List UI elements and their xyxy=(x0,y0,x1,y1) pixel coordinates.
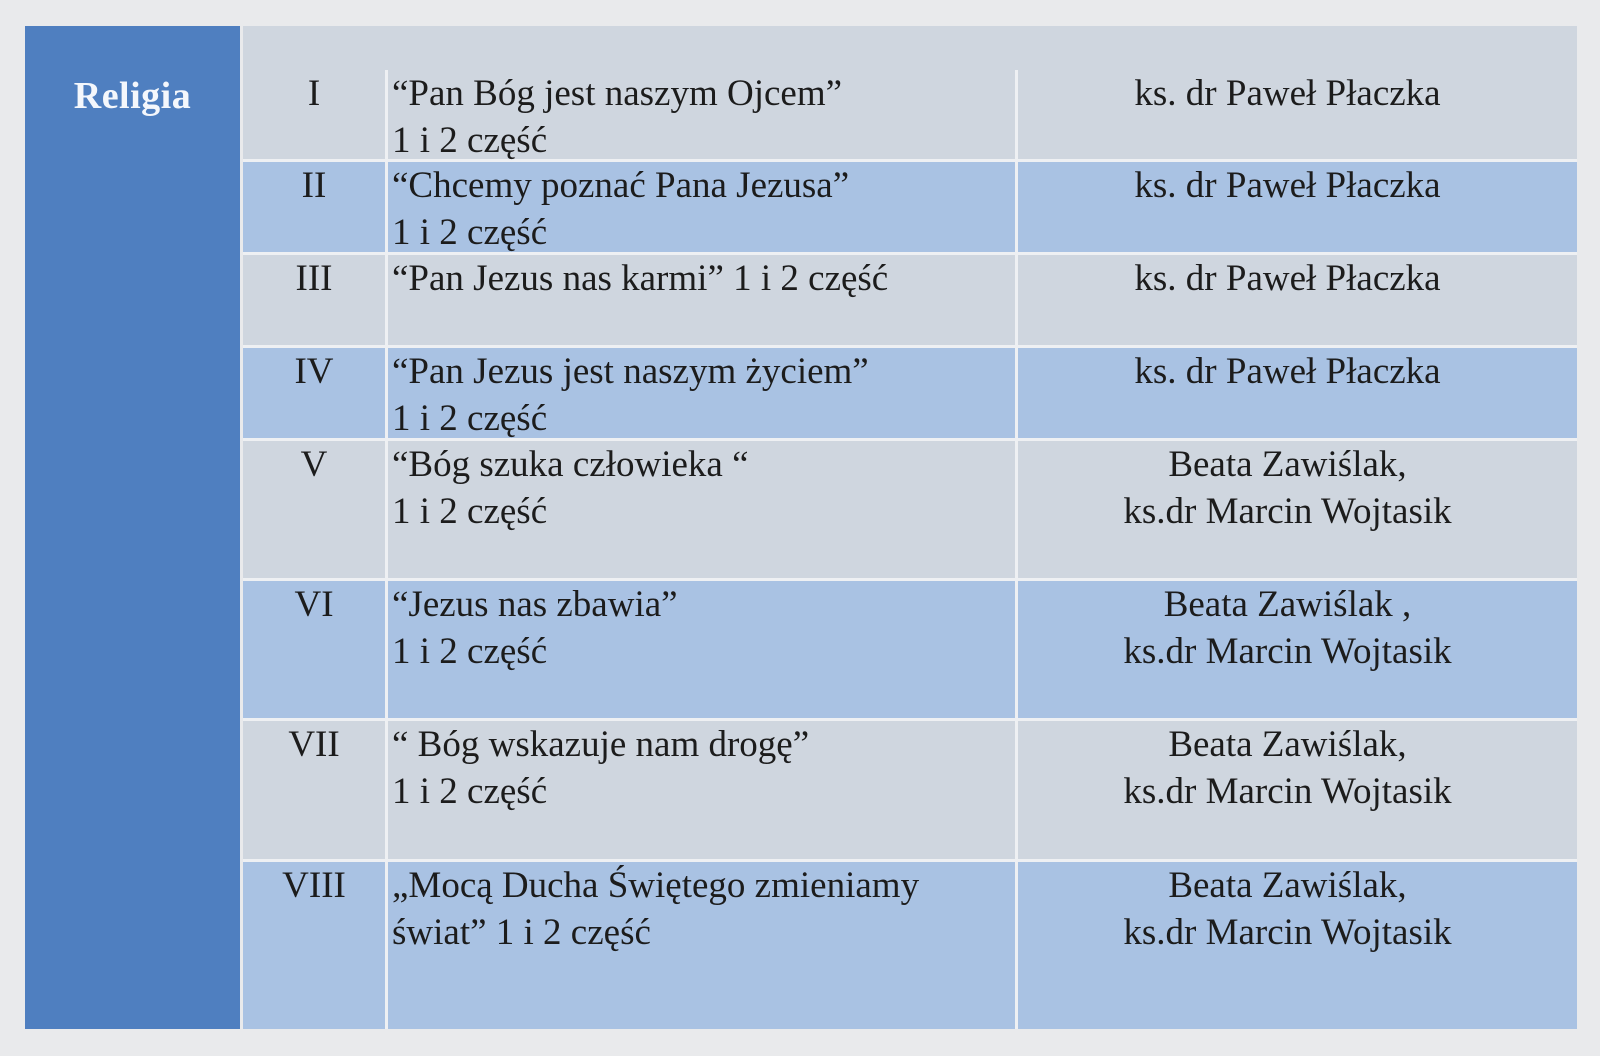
textbook-title: „Mocą Ducha Świętego zmieniamy świat” 1 i 2 część xyxy=(388,862,1018,1029)
textbook-authors: ks. dr Paweł Płaczka xyxy=(1134,165,1441,206)
subject-label: Religia xyxy=(73,75,192,117)
table-row-grade-7 xyxy=(243,721,1577,862)
grade-number: IV xyxy=(243,348,388,438)
table-row-grade-8 xyxy=(243,862,1577,1029)
textbook-authors: Beata Zawiślak, ks.dr Marcin Wojtasik xyxy=(1123,444,1452,532)
table-row-grade-6 xyxy=(243,581,1577,721)
table-row-grade-1 xyxy=(243,26,1577,162)
table-row-grade-5 xyxy=(243,441,1577,581)
textbook-title: “Bóg szuka człowieka “ 1 i 2 część xyxy=(388,441,1018,578)
textbook-authors: ks. dr Paweł Płaczka xyxy=(1134,258,1441,299)
table-row-grade-2 xyxy=(243,162,1577,255)
textbook-authors: Beata Zawiślak, ks.dr Marcin Wojtasik xyxy=(1123,865,1452,953)
table-row-grade-3 xyxy=(243,255,1577,348)
textbook-title: “Jezus nas zbawia” 1 i 2 część xyxy=(388,581,1018,718)
table-row-grade-4 xyxy=(243,348,1577,441)
grade-rows xyxy=(243,26,1577,1029)
textbook-title: “Pan Jezus nas karmi” 1 i 2 część xyxy=(388,255,1018,345)
textbook-authors: Beata Zawiślak , ks.dr Marcin Wojtasik xyxy=(1123,584,1452,672)
grade-number: I xyxy=(243,70,388,159)
subject-column xyxy=(25,26,240,1029)
grade-number: VI xyxy=(243,581,388,718)
textbook-title: “Pan Bóg jest naszym Ojcem” 1 i 2 część xyxy=(388,70,1018,159)
textbook-authors: ks. dr Paweł Płaczka xyxy=(1134,351,1441,392)
grade-number: II xyxy=(243,162,388,252)
grade-number: III xyxy=(243,255,388,345)
textbook-title: “Pan Jezus jest naszym życiem” 1 i 2 część xyxy=(388,348,1018,438)
textbook-authors: Beata Zawiślak, ks.dr Marcin Wojtasik xyxy=(1123,724,1452,812)
textbook-authors: ks. dr Paweł Płaczka xyxy=(1134,73,1441,114)
grade-number: VII xyxy=(243,721,388,859)
grade-number: VIII xyxy=(243,862,388,1029)
grade-number: V xyxy=(243,441,388,578)
religion-textbook-table xyxy=(25,26,1577,1029)
textbook-title: “Chcemy poznać Pana Jezusa” 1 i 2 część xyxy=(388,162,1018,252)
textbook-title: “ Bóg wskazuje nam drogę” 1 i 2 część xyxy=(388,721,1018,859)
